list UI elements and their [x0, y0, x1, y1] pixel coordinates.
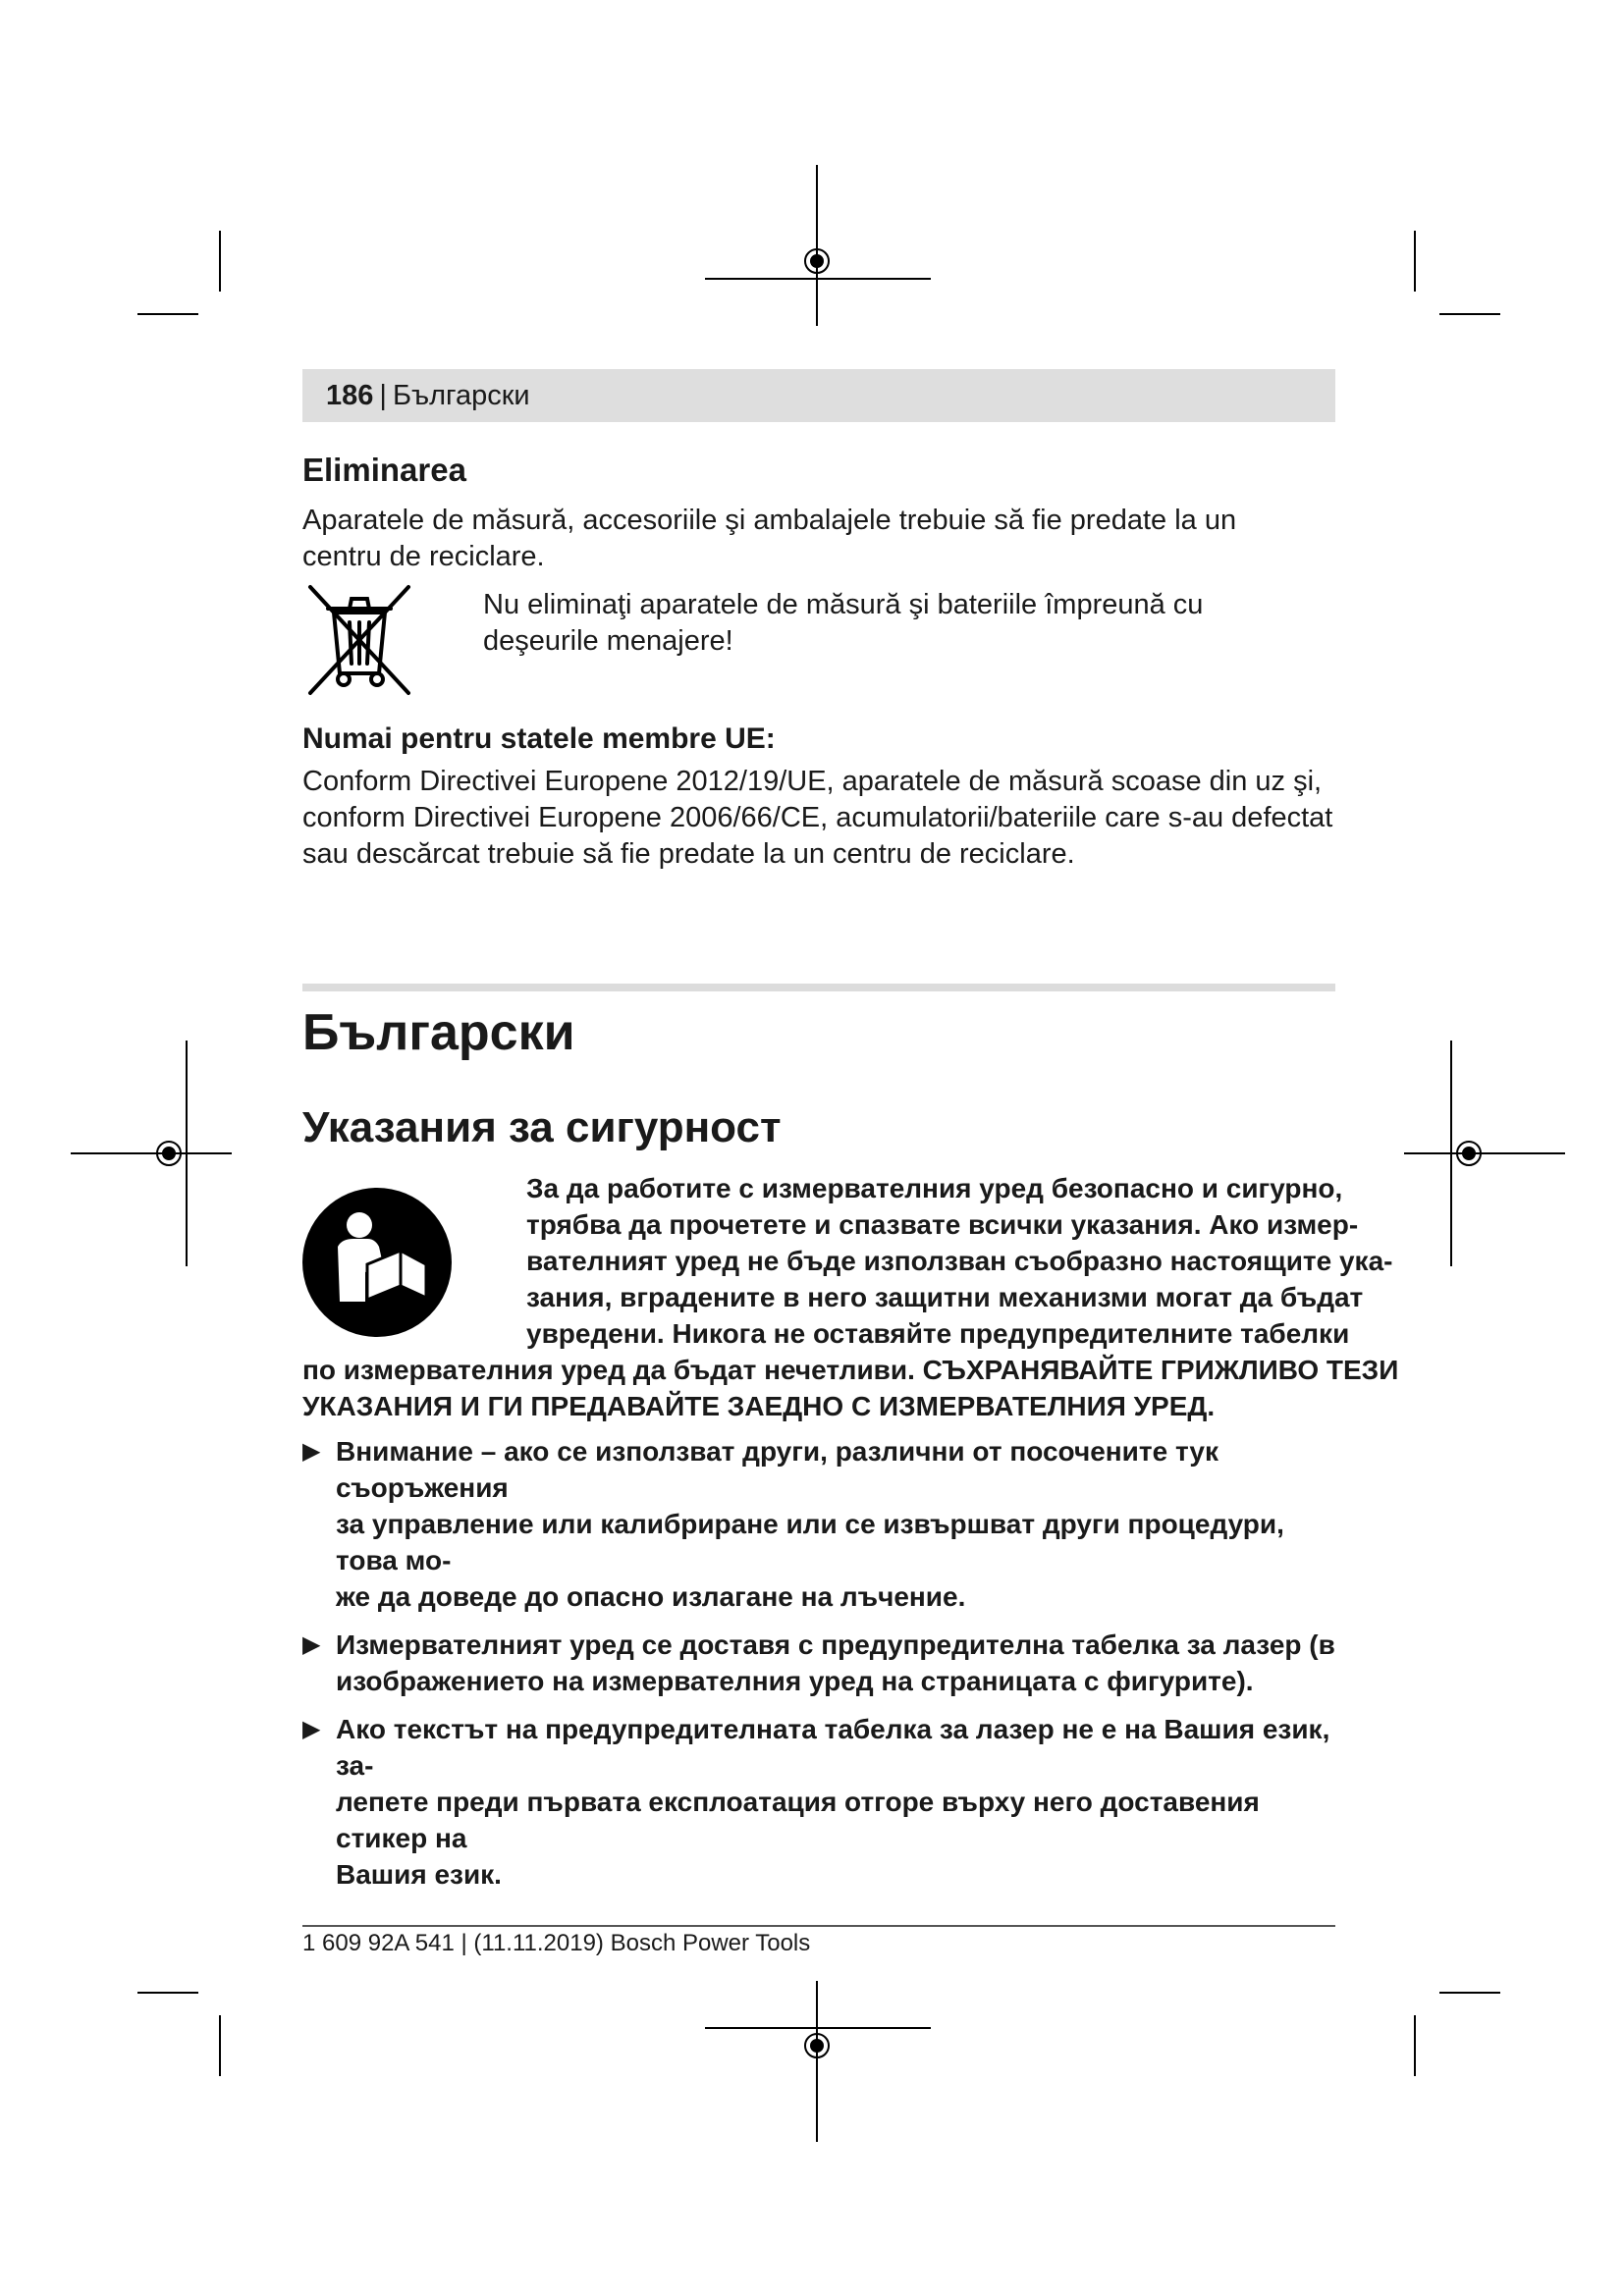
page-footer: 1 609 92A 541 | (11.11.2019) Bosch Power Tools [302, 1930, 811, 1956]
bullet-marker-icon: ▶ [302, 1716, 321, 1742]
header-section: Български [392, 379, 530, 411]
header-separator: | [379, 379, 387, 411]
safety-intro-line: УКАЗАНИЯ И ГИ ПРЕДАВАЙТЕ ЗАЕДНО С ИЗМЕРВАТЕЛНИЯ УРЕД. [302, 1391, 1216, 1421]
running-header [302, 369, 1335, 422]
safety-intro-line: За да работите с измервателния уред безопасно и сигурно, [526, 1173, 1343, 1203]
safety-intro-line: зания, вградените в него защитни механизми могат да бъдат [526, 1282, 1364, 1312]
safety-bullet: ▶ Ако текстът на предупредителната табелка за лазер не е на Вашия език, за- лепете преди първата експлоатация отгоре върху него доставения стикер на Вашия език. [302, 1711, 1343, 1893]
safety-intro-line: трябва да прочетете и спазвате всички указания. Ако измер- [526, 1209, 1359, 1240]
disposal-intro: Aparatele de măsură, accesoriile şi ambalajele trebuie să fie predate la un centru de reciclare. [302, 505, 1237, 572]
read-manual-icon [302, 1188, 452, 1337]
safety-bullet: ▶ Измервателният уред се доставя с предупредителна табелка за лазер (в изображението на измервателния уред на страницата с фигурите). [302, 1627, 1343, 1699]
disposal-warning: Nu eliminaţi aparatele de măsură şi bateriile împreună cu deşeurile menajere! [483, 589, 1204, 657]
registration-mark-left [71, 1041, 232, 1266]
registration-mark-right [1404, 1041, 1565, 1266]
safety-intro-line: вателният уред не бъде използван съобразно настоящите ука- [526, 1246, 1393, 1276]
safety-intro-line: увредени. Никога не оставяйте предупредителните табелки [526, 1318, 1350, 1349]
footer-rule [302, 1925, 1335, 1927]
bullet-marker-icon: ▶ [302, 1438, 321, 1465]
safety-intro-line: по измервателния уред да бъдат нечетливи. СЪХРАНЯВАЙТЕ ГРИЖЛИВО ТЕЗИ [302, 1355, 1399, 1385]
registration-mark-top [705, 165, 931, 326]
section-divider [302, 984, 1335, 991]
crossed-wheelie-bin-icon [304, 583, 414, 699]
eu-text: Conform Directivei Europene 2012/19/UE, aparatele de măsură scoase din uz şi, conform Directivei Europene 2006/66/CE, acumulatorii/bateriile care s-au defectat sau descărcat trebuie să fie predate la un centru de reciclare. [302, 766, 1333, 870]
eu-title: Numai pentru statele membre UE: [302, 722, 776, 755]
registration-mark-bottom [705, 1981, 931, 2142]
bullet-marker-icon: ▶ [302, 1631, 321, 1658]
safety-bullet-list [302, 1433, 1343, 1904]
disposal-title: Eliminarea [302, 452, 466, 488]
language-section-title: Български [302, 1004, 575, 1061]
safety-bullet: ▶ Внимание – ако се използват други, различни от посочените тук съоръжения за управление или калибриране или се извършват други процедури, това мо- же да доведе до опасно излагане на лъчение. [302, 1433, 1343, 1615]
safety-title: Указания за сигурност [302, 1103, 782, 1151]
page-number: 186 [326, 379, 374, 411]
